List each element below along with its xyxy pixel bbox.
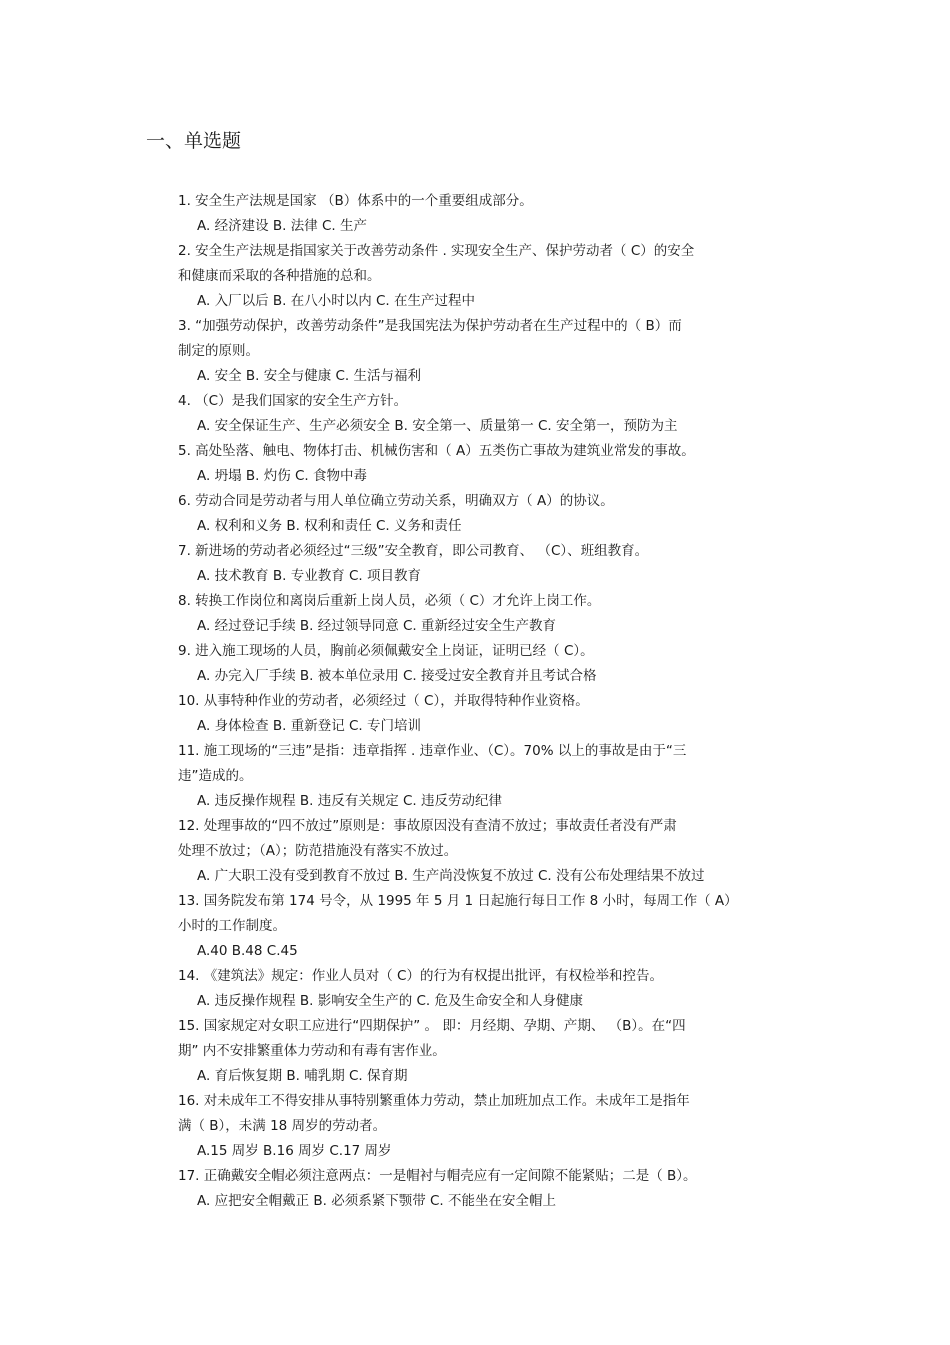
- question-9-options: A. 办完入厂手续 B. 被本单位录用 C. 接受过安全教育并且考试合格: [197, 668, 597, 684]
- question-12-text: 12. 处理事故的“四不放过”原则是：事故原因没有查清不放过；事故责任者没有严肃: [178, 818, 677, 834]
- question-15-options: A. 育后恢复期 B. 哺乳期 C. 保育期: [197, 1068, 408, 1084]
- question-3-options: A. 安全 B. 安全与健康 C. 生活与福利: [197, 368, 422, 384]
- question-7-text: 7. 新进场的劳动者必须经过“三级”安全教育，即公司教育、 （C）、班组教育。: [178, 543, 649, 559]
- question-16-text-continued: 满（ B），未满 18 周岁的劳动者。: [178, 1118, 387, 1134]
- question-5-text: 5. 高处坠落、触电、物体打击、机械伤害和（ A）五类伤亡事故为建筑业常发的事故。: [178, 443, 695, 459]
- question-16-options: A.15 周岁 B.16 周岁 C.17 周岁: [197, 1143, 392, 1159]
- question-15-text-continued: 期” 内不安排繁重体力劳动和有毒有害作业。: [178, 1043, 446, 1059]
- question-11-options: A. 违反操作规程 B. 违反有关规定 C. 违反劳动纪律: [197, 793, 503, 809]
- question-17-text: 17. 正确戴安全帽必须注意两点：一是帽衬与帽壳应有一定间隙不能紧贴；二是（ B）。: [178, 1168, 697, 1184]
- question-13-text-continued: 小时的工作制度。: [178, 918, 286, 934]
- question-6-text: 6. 劳动合同是劳动者与用人单位确立劳动关系，明确双方（ A）的协议。: [178, 493, 614, 509]
- question-16-text: 16. 对未成年工不得安排从事特别繁重体力劳动，禁止加班加点工作。未成年工是指年: [178, 1093, 690, 1109]
- question-6-options: A. 权利和义务 B. 权利和责任 C. 义务和责任: [197, 518, 462, 534]
- question-1-text: 1. 安全生产法规是国家 （B）体系中的一个重要组成部分。: [178, 193, 533, 209]
- question-9-text: 9. 进入施工现场的人员，胸前必须佩戴安全上岗证，证明已经（ C）。: [178, 643, 594, 659]
- question-15-text: 15. 国家规定对女职工应进行“四期保护” 。 即：月经期、孕期、产期、 （B）。在“四: [178, 1018, 686, 1034]
- question-4-text: 4. （C）是我们国家的安全生产方针。: [178, 393, 408, 409]
- question-7-options: A. 技术教育 B. 专业教育 C. 项目教育: [197, 568, 422, 584]
- question-4-options: A. 安全保证生产、生产必须安全 B. 安全第一、质量第一 C. 安全第一，预防为主: [197, 418, 678, 434]
- question-8-text: 8. 转换工作岗位和离岗后重新上岗人员，必须（ C）才允许上岗工作。: [178, 593, 601, 609]
- question-5-options: A. 坍塌 B. 灼伤 C. 食物中毒: [197, 468, 368, 484]
- question-13-options: A.40 B.48 C.45: [197, 943, 298, 959]
- question-3-text: 3. “加强劳动保护，改善劳动条件”是我国宪法为保护劳动者在生产过程中的（ B）而: [178, 318, 682, 334]
- question-3-text-continued: 制定的原则。: [178, 343, 259, 359]
- question-12-text-continued: 处理不放过；（A）；防范措施没有落实不放过。: [178, 843, 458, 859]
- question-17-options: A. 应把安全帽戴正 B. 必须系紧下颚带 C. 不能坐在安全帽上: [197, 1193, 557, 1209]
- question-10-text: 10. 从事特种作业的劳动者，必须经过（ C），并取得特种作业资格。: [178, 693, 589, 709]
- question-11-text: 11. 施工现场的“三违”是指：违章指挥 . 违章作业、（C）。70% 以上的事故是由于“三: [178, 743, 687, 759]
- question-12-options: A. 广大职工没有受到教育不放过 B. 生产尚没恢复不放过 C. 没有公布处理结果不放过: [197, 868, 705, 884]
- question-2-text: 2. 安全生产法规是指国家关于改善劳动条件 . 实现安全生产、保护劳动者（ C）的安全: [178, 243, 695, 259]
- question-11-text-continued: 违”造成的。: [178, 768, 253, 784]
- question-10-options: A. 身体检查 B. 重新登记 C. 专门培训: [197, 718, 422, 734]
- question-2-text-continued: 和健康而采取的各种措施的总和。: [178, 268, 381, 284]
- question-1-options: A. 经济建设 B. 法律 C. 生产: [197, 218, 368, 234]
- section-title: 一、单选题: [146, 130, 242, 152]
- question-14-text: 14. 《建筑法》规定：作业人员对（ C）的行为有权提出批评，有权检举和控告。: [178, 968, 663, 984]
- question-8-options: A. 经过登记手续 B. 经过领导同意 C. 重新经过安全生产教育: [197, 618, 557, 634]
- question-2-options: A. 入厂以后 B. 在八小时以内 C. 在生产过程中: [197, 293, 476, 309]
- question-14-options: A. 违反操作规程 B. 影响安全生产的 C. 危及生命安全和人身健康: [197, 993, 584, 1009]
- question-13-text: 13. 国务院发布第 174 号令，从 1995 年 5 月 1 日起施行每日工作 8 小时，每周工作（ A）: [178, 893, 738, 909]
